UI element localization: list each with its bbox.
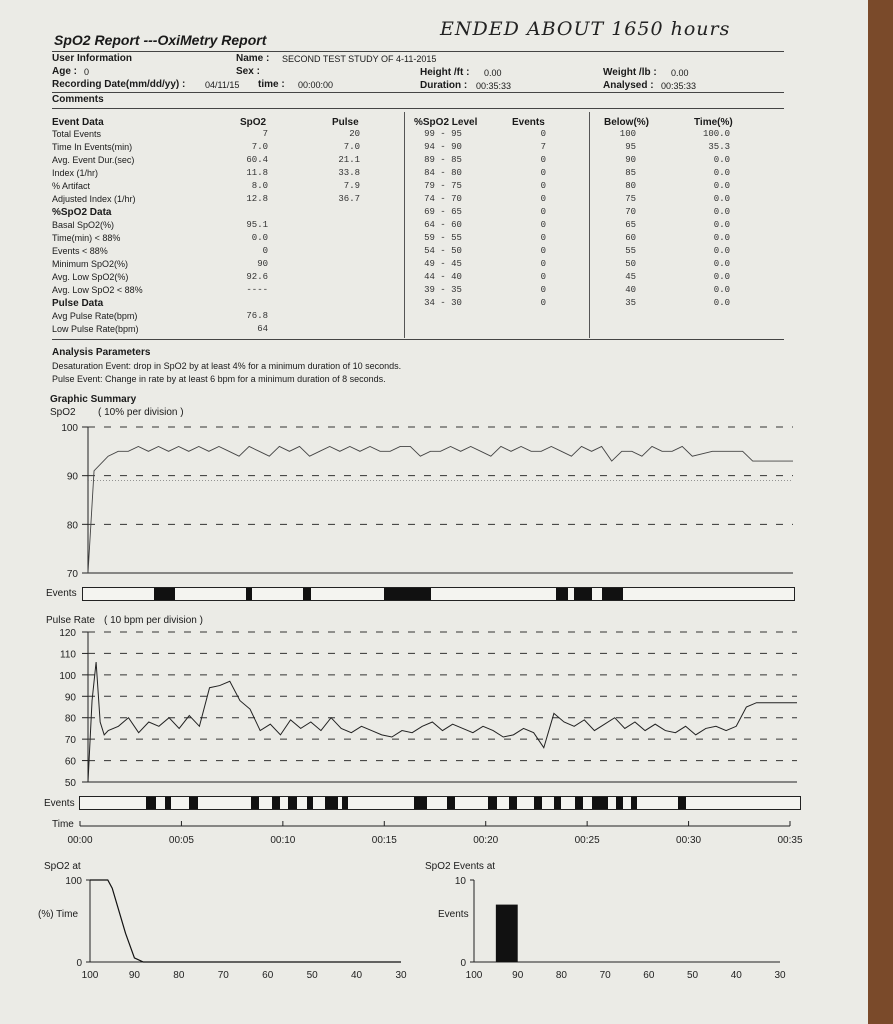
event-marker [251,797,259,809]
event-row-spo2: 60.4 [246,155,268,165]
spo2-tick-label: 80 [66,520,78,532]
time-label: time : [258,79,285,90]
spo2-tick-label: 70 [66,569,78,580]
below-percent: 45 [625,272,636,282]
spo2-level-events: 0 [540,194,546,204]
event-marker [575,797,583,809]
evhist-y-tick-label: 10 [454,876,466,887]
evhist-x-tick-label: 90 [512,970,524,981]
event-row-spo2: 12.8 [246,194,268,204]
spo2-data-label: Time(min) < 88% [52,233,121,243]
spo2-data-label: Avg. Low SpO2(%) [52,272,129,282]
spo2-events-histogram-chart [455,876,786,981]
pulse-tick-label: 70 [64,735,76,747]
pulse-tick-label: 110 [60,649,76,661]
event-marker [288,797,296,809]
event-marker [678,797,686,809]
pulse-tick-label: 120 [59,628,76,639]
col-spo2-level: %SpO2 Level [414,117,478,128]
spo2-data-value: 90 [257,259,268,269]
event-row-label: Index (1/hr) [52,168,99,178]
pulse-tick-label: 90 [64,692,76,704]
event-row-pulse: 20 [349,129,360,139]
below-percent: 90 [625,155,636,165]
spo2-level-range: 34 - 30 [424,298,462,308]
age-label: Age : [52,66,77,77]
pulse-graph-division: ( 10 bpm per division ) [104,615,203,626]
spo2-level-range: 44 - 40 [424,272,462,282]
below-percent: 55 [625,246,636,256]
pulse-data-value: 76.8 [246,311,268,321]
event-marker [342,797,348,809]
handwritten-note: ENDED ABOUT 1650 hours [440,18,731,40]
hist-x-tick-label: 80 [173,970,185,981]
event-marker [534,797,542,809]
age-value: 0 [84,67,90,77]
pulse-tick-label: 80 [64,713,76,725]
time-tick-label: 00:25 [574,835,600,846]
spo2-level-range: 99 - 95 [424,129,462,139]
event-row-pulse: 7.0 [343,142,360,152]
hist-x-tick-label: 70 [217,970,229,981]
pulse-data-header: Pulse Data [52,298,104,309]
name-label: Name : [236,53,270,64]
event-row-label: Time In Events(min) [52,142,133,152]
recording-date-value: 04/11/15 [205,80,240,90]
event-row-pulse: 36.7 [338,194,360,204]
hist-x-tick-label: 60 [262,970,274,981]
pulse-graph-label: Pulse Rate [46,615,95,626]
col-level-events: Events [512,117,545,128]
event-marker [189,797,197,809]
event-row-pulse: 21.1 [338,155,360,165]
time-tick-label: 00:15 [371,835,397,846]
spo2-data-value: 0 [262,246,268,256]
event-marker [447,797,455,809]
time-percent: 0.0 [713,168,730,178]
event-row-pulse: 7.9 [343,181,360,191]
time-axis-label: Time [52,819,74,830]
spo2-data-label: Events < 88% [52,246,108,256]
spo2-events-bar [82,587,795,601]
pulse-trend-chart [59,628,803,846]
user-info-label: User Information [52,53,133,64]
pulse-data-label: Low Pulse Rate(bpm) [52,324,139,334]
events-bar-94-90 [496,905,518,962]
analysed-label: Analysed : [603,80,654,91]
evhist-x-tick-label: 40 [730,970,742,981]
event-row-spo2: 7.0 [251,142,268,152]
event-row-label: Avg. Event Dur.(sec) [52,155,135,165]
graphic-summary-header: Graphic Summary [50,394,137,405]
below-percent: 50 [625,259,636,269]
evhist-y-tick-label: 0 [460,958,466,969]
spo2-trend-line [88,446,793,573]
event-marker [307,797,313,809]
time-percent: 0.0 [713,181,730,191]
spo2-level-events: 0 [540,181,546,191]
time-percent: 0.0 [713,272,730,282]
spo2-level-events: 0 [540,259,546,269]
comments-label: Comments [52,94,104,105]
spo2-level-events: 0 [540,207,546,217]
spo2-data-value: 95.1 [246,220,268,230]
time-percent: 0.0 [713,155,730,165]
event-marker [556,588,568,600]
spo2-level-range: 74 - 70 [424,194,462,204]
event-marker [246,588,252,600]
time-tick-label: 00:30 [676,835,702,846]
event-marker [272,797,280,809]
spo2-level-events: 0 [540,233,546,243]
hist-x-tick-label: 40 [351,970,363,981]
spo2-graph-division: ( 10% per division ) [98,407,184,418]
spo2-level-events: 0 [540,129,546,139]
below-percent: 75 [625,194,636,204]
duration-value: 00:35:33 [476,81,512,91]
recording-date-label: Recording Date(mm/dd/yy) : [52,79,186,90]
evhist-x-tick-label: 80 [555,970,567,981]
evhist-x-tick-label: 100 [465,970,483,981]
time-percent: 0.0 [713,259,730,269]
spo2-histogram-chart [65,876,407,981]
time-percent: 0.0 [713,220,730,230]
event-row-spo2: 8.0 [251,181,268,191]
event-row-pulse: 33.8 [338,168,360,178]
spo2-data-value: 0.0 [251,233,268,243]
event-row-label: Adjusted Index (1/hr) [52,194,136,204]
spo2-tick-label: 90 [66,471,78,483]
spo2-tick-label: 100 [61,423,78,434]
evhist-x-tick-label: 70 [599,970,611,981]
hist-y-tick-label: 0 [76,958,82,969]
event-row-label: Total Events [52,129,102,139]
below-percent: 60 [625,233,636,243]
pulse-tick-label: 60 [64,756,76,768]
time-value: 00:00:00 [298,80,334,90]
time-percent: 0.0 [713,298,730,308]
event-marker [154,588,174,600]
weight-value: 0.00 [671,68,689,78]
spo2-data-value: ---- [246,285,268,295]
time-tick-label: 00:00 [67,835,93,846]
spo2-level-events: 7 [540,142,546,152]
event-marker [303,588,311,600]
event-marker [509,797,517,809]
pulse-data-value: 64 [257,324,268,334]
col-time-percent: Time(%) [694,117,733,128]
spo2-level-events: 0 [540,298,546,308]
below-percent: 70 [625,207,636,217]
time-tick-label: 00:35 [777,835,803,846]
height-value: 0.00 [484,68,502,78]
report-title: SpO2 Report ---OxiMetry Report [54,32,267,48]
event-data-header: Event Data [52,117,104,128]
event-marker [488,797,496,809]
evhist-x-tick-label: 50 [687,970,699,981]
event-row-spo2: 11.8 [246,168,268,178]
spo2-data-label: Avg. Low SpO2 < 88% [52,285,143,295]
analysis-header: Analysis Parameters [52,347,151,358]
spo2-level-events: 0 [540,168,546,178]
hist-x-tick-label: 50 [306,970,318,981]
evhist-x-tick-label: 30 [774,970,786,981]
event-marker [325,797,337,809]
spo2-data-label: Basal SpO2(%) [52,220,115,230]
spo2-level-range: 94 - 90 [424,142,462,152]
time-percent: 0.0 [713,285,730,295]
time-percent: 0.0 [713,207,730,217]
event-marker [602,588,622,600]
spo2-level-events: 0 [540,272,546,282]
pulse-tick-label: 100 [59,670,76,682]
below-percent: 40 [625,285,636,295]
pulse-tick-label: 50 [64,778,76,789]
spo2-histogram-title: SpO2 at [44,861,81,872]
hist-x-tick-label: 30 [395,970,407,981]
spo2-data-value: 92.6 [246,272,268,282]
col-spo2: SpO2 [240,117,267,128]
hist-x-tick-label: 100 [81,970,99,981]
spo2-level-events: 0 [540,246,546,256]
below-percent: 95 [625,142,636,152]
spo2-level-range: 84 - 80 [424,168,462,178]
event-marker [384,588,431,600]
below-percent: 85 [625,168,636,178]
spo2-histogram-ylabel: (%) Time [38,909,78,920]
spo2-graph-label: SpO2 [50,407,76,418]
weight-label: Weight /lb : [603,67,657,78]
col-below: Below(%) [604,117,649,128]
event-marker [616,797,622,809]
below-percent: 80 [625,181,636,191]
time-tick-label: 00:05 [168,835,194,846]
hist-x-tick-label: 90 [128,970,140,981]
event-marker [146,797,156,809]
spo2-level-range: 79 - 75 [424,181,462,191]
spo2-level-range: 64 - 60 [424,220,462,230]
hist-y-tick-label: 100 [65,876,82,887]
col-pulse: Pulse [332,117,359,128]
event-marker [631,797,637,809]
spo2-data-header: %SpO2 Data [52,207,112,218]
events-histogram-ylabel: Events [438,909,469,920]
duration-label: Duration : [420,80,468,91]
pulse-events-label: Events [44,798,75,809]
spo2-level-range: 59 - 55 [424,233,462,243]
event-marker [414,797,426,809]
analysed-value: 00:35:33 [661,81,697,91]
event-marker [554,797,560,809]
spo2-level-range: 39 - 35 [424,285,462,295]
spo2-level-events: 0 [540,220,546,230]
pulse-trend-line [88,662,797,782]
time-percent: 0.0 [713,233,730,243]
spo2-events-label: Events [46,588,77,599]
pulse-data-label: Avg Pulse Rate(bpm) [52,311,138,321]
height-label: Height /ft : [420,67,470,78]
time-percent: 0.0 [713,194,730,204]
name-value: SECOND TEST STUDY OF 4-11-2015 [282,54,437,64]
spo2-level-events: 0 [540,155,546,165]
time-tick-label: 00:10 [270,835,296,846]
time-percent: 35.3 [708,142,730,152]
below-percent: 35 [625,298,636,308]
event-marker [592,797,609,809]
desaturation-event-rule: Desaturation Event: drop in SpO2 by at least 4% for a minimum duration of 10 seconds. [52,361,402,371]
event-row-spo2: 7 [262,129,268,139]
time-percent: 0.0 [713,246,730,256]
time-tick-label: 00:20 [473,835,499,846]
spo2-level-events: 0 [540,285,546,295]
spo2-histogram-line [90,880,401,962]
spo2-level-range: 54 - 50 [424,246,462,256]
event-marker [165,797,171,809]
event-marker [574,588,592,600]
evhist-x-tick-label: 60 [643,970,655,981]
events-histogram-title: SpO2 Events at [425,861,496,872]
event-row-label: % Artifact [52,181,91,191]
pulse-events-bar [79,796,801,810]
spo2-level-range: 49 - 45 [424,259,462,269]
sex-label: Sex : [236,66,260,77]
spo2-data-label: Minimum SpO2(%) [52,259,129,269]
below-percent: 100 [619,129,636,139]
pulse-event-rule: Pulse Event: Change in rate by at least 6 bpm for a minimum duration of 8 seconds. [52,374,386,384]
time-percent: 100.0 [702,129,730,139]
spo2-level-range: 69 - 65 [424,207,462,217]
spo2-level-range: 89 - 85 [424,155,462,165]
below-percent: 65 [625,220,636,230]
spo2-trend-chart [61,423,793,580]
